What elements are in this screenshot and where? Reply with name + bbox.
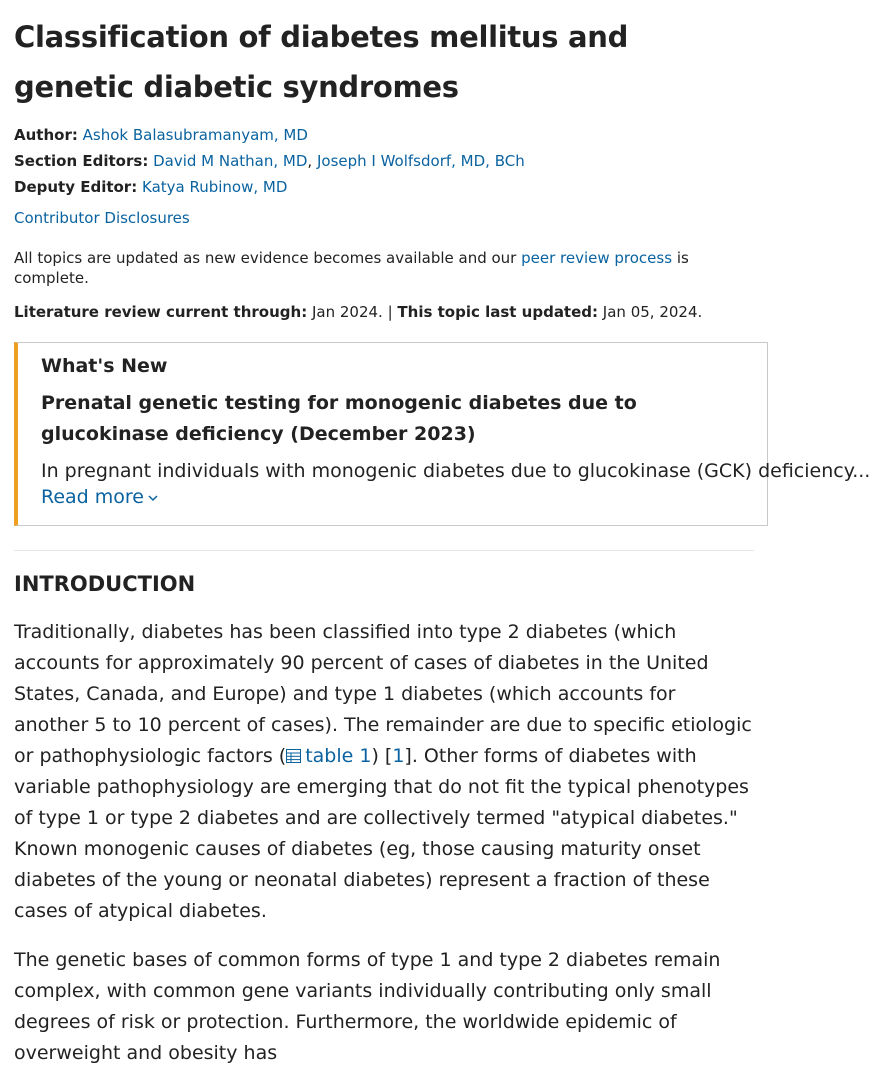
intro-p1-text-3: ]. Other forms of diabetes with variable pathophysiology are emerging that do not fit the typical phenotypes of type 1 or type 2 diabetes and are collectively termed "atypical diabetes." Known monogenic causes of diabetes (eg, those causing maturity onset diabetes of the young or neonatal diabetes) represent a fraction of these cases of atypical diabetes. xyxy=(14,745,749,922)
review-label: Literature review current through: xyxy=(14,303,308,321)
whats-new-title: What's New xyxy=(41,355,168,377)
table-1-link[interactable] xyxy=(286,745,371,767)
contributor-disclosures-link[interactable]: Contributor Disclosures xyxy=(14,209,190,227)
deputy-editor-label: Deputy Editor: xyxy=(14,178,138,196)
last-updated-value: Jan 05, 2024. xyxy=(598,303,703,321)
section-heading-introduction: INTRODUCTION xyxy=(14,572,196,596)
review-value: Jan 2024. | xyxy=(307,303,398,321)
deputy-editor-link[interactable]: Katya Rubinow, MD xyxy=(142,178,288,196)
author-link[interactable]: Ashok Balasubramanyam, MD xyxy=(82,126,308,144)
introduction-paragraph-1 xyxy=(14,617,754,927)
chevron-down-icon xyxy=(148,492,158,507)
whats-new-snippet: In pregnant individuals with monogenic diabetes due to glucokinase (GCK) deficiency... xyxy=(41,460,870,482)
deputy-editor-line xyxy=(14,174,754,200)
update-notice-text-after: is complete. xyxy=(14,249,689,287)
read-more-label: Read more xyxy=(41,486,144,508)
update-notice xyxy=(14,248,754,288)
read-more-button[interactable] xyxy=(41,484,158,513)
peer-review-link[interactable]: peer review process xyxy=(521,249,673,267)
page-title: Classification of diabetes mellitus and genetic diabetic syndromes xyxy=(14,20,629,104)
author-label: Author: xyxy=(14,126,78,144)
review-dates xyxy=(14,302,754,322)
intro-p1-text-1: Traditionally, diabetes has been classified into type 2 diabetes (which accounts for approximately 90 percent of cases of diabetes in the United States, Canada, and Europe) and type 1 diabetes (which accounts for another 5 to 10 percent of cases). The remainder are due to specific etiologic or pathophysiologic factors ( xyxy=(14,621,752,767)
section-editors-label: Section Editors: xyxy=(14,152,149,170)
update-notice-text-before: All topics are updated as new evidence becomes available and our xyxy=(14,249,522,267)
author-line xyxy=(14,122,754,148)
reference-1-link[interactable]: 1 xyxy=(392,745,405,767)
whats-new-headline: Prenatal genetic testing for monogenic diabetes due to glucokinase deficiency (December 2023) xyxy=(41,392,637,445)
section-editors-line xyxy=(14,148,754,174)
section-editor-separator: , xyxy=(307,152,317,170)
intro-p1-text-2: ) [ xyxy=(371,745,393,767)
section-editor-link-1[interactable]: David M Nathan, MD xyxy=(153,152,308,170)
article-page xyxy=(0,12,870,1069)
section-divider xyxy=(14,550,754,551)
last-updated-label: This topic last updated: xyxy=(397,303,599,321)
table-icon xyxy=(286,742,301,756)
table-1-label: table 1 xyxy=(305,745,372,767)
introduction-paragraph-2: The genetic bases of common forms of type 1 and type 2 diabetes remain complex, with common gene variants individually contributing only small degrees of risk or protection. Furthermore, the worldwide epidemic of overweight and obesity has xyxy=(14,949,721,1064)
section-editor-link-2[interactable]: Joseph I Wolfsdorf, MD, BCh xyxy=(316,152,525,170)
whats-new-box xyxy=(14,342,870,526)
